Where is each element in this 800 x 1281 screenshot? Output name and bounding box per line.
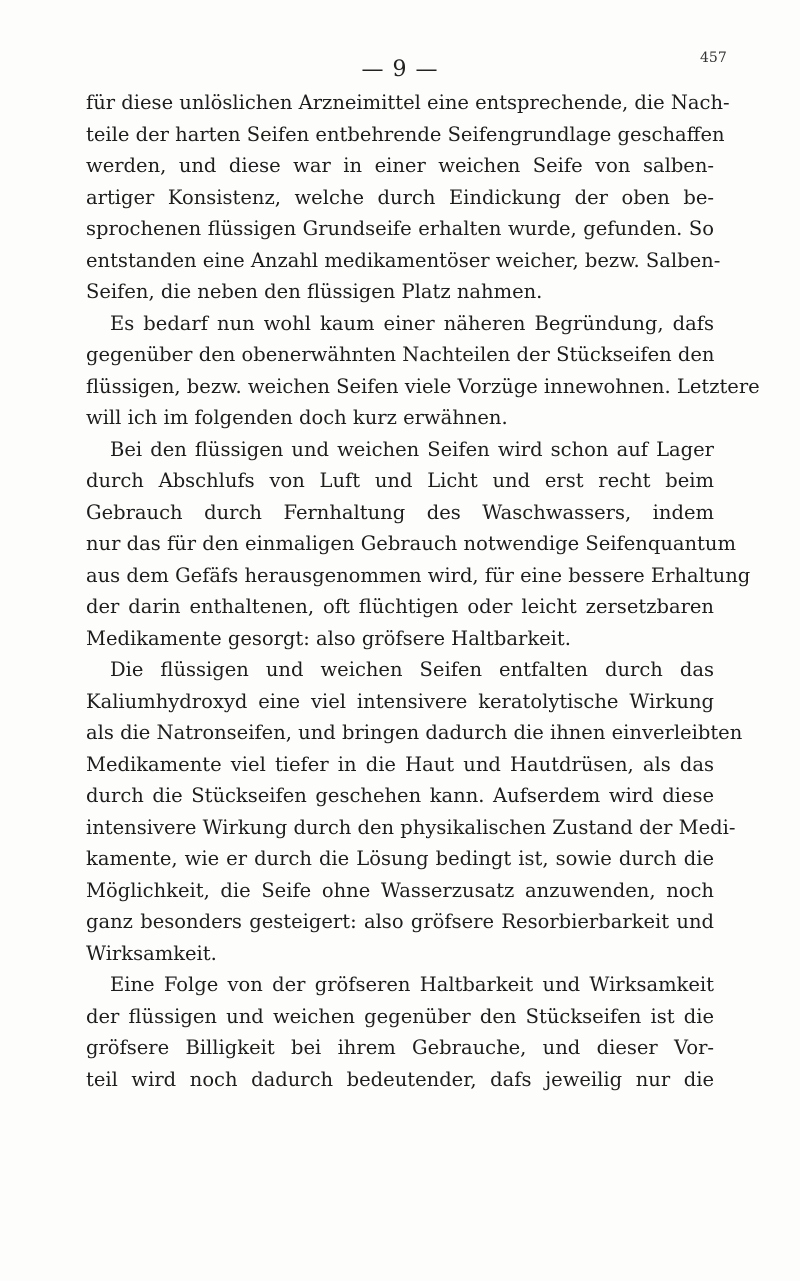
text-line: als die Natronseifen, und bringen dadurch die ihnen einverleibten [86,721,743,744]
text-line: gegenüber den obenerwähnten Nachteilen der Stückseifen den [86,343,715,366]
text-line: der darin enthaltenen, oft flüchtigen oder leicht zersetzbaren [86,595,714,618]
text-line: sprochenen flüssigen Grundseife erhalten wurde, gefunden. So [86,217,714,240]
page-number: — 9 — [361,57,439,82]
text-line: ganz besonders gesteigert: also gröfsere Resorbierbarkeit und [86,910,714,933]
text-line: für diese unlöslichen Arzneimittel eine entsprechende, die Nach- [86,91,730,114]
text-line: flüssigen, bezw. weichen Seifen viele Vorzüge innewohnen. Letztere [86,374,760,398]
text-line: intensivere Wirkung durch den physikalischen Zustand der Medi- [86,815,736,839]
text-line: Gebrauch durch Fernhaltung des Waschwassers, indem [86,500,714,524]
text-line: kamente, wie er durch die Lösung bedingt ist, sowie durch die [86,847,714,870]
text-line: Bei den flüssigen und weichen Seifen wird schon auf Lager [110,437,714,461]
text-line: durch Abschlufs von Luft und Licht und erst recht beim [86,469,714,492]
text-line: werden, und diese war in einer weichen Seife von salben- [86,154,714,177]
text-line: Kaliumhydroxyd eine viel intensivere keratolytische Wirkung [86,689,714,713]
text-line: Medikamente gesorgt: also gröfsere Haltbarkeit. [86,626,571,650]
text-line: der flüssigen und weichen gegenüber den Stückseifen ist die [86,1004,714,1028]
text-line: nur das für den einmaligen Gebrauch notwendige Seifenquantum [86,532,736,555]
text-line: Es bedarf nun wohl kaum einer näheren Begründung, dafs [110,311,714,335]
folio-number: 457 [700,50,727,66]
text-line: artiger Konsistenz, welche durch Eindickung der oben be- [86,185,714,209]
text-line: Medikamente viel tiefer in die Haut und Hautdrüsen, als das [86,752,714,776]
text-line: Seifen, die neben den flüssigen Platz nahmen. [86,280,543,303]
text-line: will ich im folgenden doch kurz erwähnen. [86,406,508,429]
text-line: entstanden eine Anzahl medikamentöser weicher, bezw. Salben- [86,248,721,272]
text-line: Die flüssigen und weichen Seifen entfalten durch das [110,658,714,681]
text-line: Wirksamkeit. [86,941,217,965]
text-line: aus dem Gefäfs herausgenommen wird, für eine bessere Erhaltung [86,563,751,587]
text-line: Eine Folge von der gröfseren Haltbarkeit und Wirksamkeit [110,973,714,996]
body-text [86,87,760,1095]
text-line: Möglichkeit, die Seife ohne Wasserzusatz anzuwenden, noch [86,878,714,902]
text-line: gröfsere Billigkeit bei ihrem Gebrauche, und dieser Vor- [86,1036,714,1059]
text-line: durch die Stückseifen geschehen kann. Aufserdem wird diese [86,784,714,807]
text-line: teil wird noch dadurch bedeutender, dafs jeweilig nur die [86,1067,714,1091]
text-line: teile der harten Seifen entbehrende Seifengrundlage geschaffen [86,122,725,146]
